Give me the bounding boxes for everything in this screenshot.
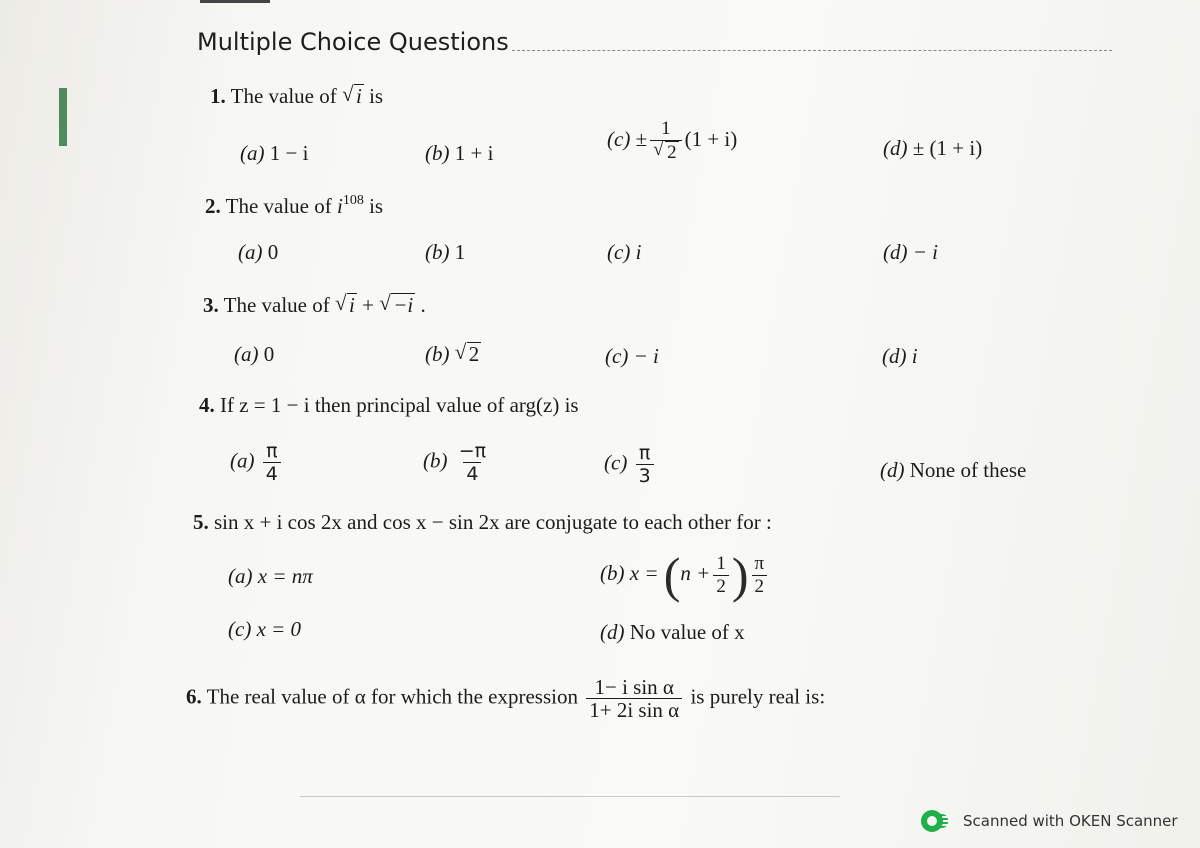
question-1: 1. The value of √ i is: [210, 82, 384, 108]
q1-option-b: (b) 1 + i: [425, 141, 494, 165]
q5-option-b: (b) x = (n + $\frac{1}{2}$ ) $\frac{\pi}{2}$: [600, 550, 770, 600]
question-4: [199, 391, 579, 419]
q3-option-c: (c) − i: [605, 344, 659, 368]
q1-option-a: (a) 1 − i: [240, 141, 309, 165]
q3-option-d: (d) i: [882, 344, 918, 368]
question-number: 2.: [205, 194, 221, 218]
q5-option-a: (a) x = nπ: [228, 564, 313, 588]
sqrt-expression: √ i: [335, 291, 355, 317]
question-number: 3.: [203, 293, 219, 317]
question-number: 4.: [199, 393, 215, 417]
sqrt-expression: √ 2: [454, 340, 480, 366]
question-5: [193, 508, 772, 536]
q2-option-d: (d) − i: [883, 240, 939, 264]
scanner-watermark: [921, 808, 1178, 834]
question-text: The real value of α for which the expression: [206, 684, 578, 709]
question-number: 1.: [210, 84, 226, 108]
q1-option-d: (d) ± (1 + i): [883, 136, 983, 160]
q4-option-a: (a) $\frac{\pi}{4}$: [230, 440, 284, 485]
q2-option-b: (b) 1: [425, 240, 466, 264]
question-text: sin x + i cos 2x and cos x − sin 2x are conjugate to each other for :: [214, 510, 772, 534]
question-text: The value of: [225, 194, 332, 218]
q4-option-c: (c) $\frac{\pi}{3}$: [604, 442, 657, 487]
question-text: The value of: [223, 293, 330, 317]
question-text: The value of: [230, 84, 337, 108]
q4-option-d: (d) None of these: [880, 458, 1027, 482]
q3-option-a: (a) 0: [234, 342, 275, 366]
question-6: 6. The real value of α for which the expression $\frac{\text{1− i sin α}}{\text{1+ 2i sin α}}$ is purely real is:: [186, 675, 826, 722]
q2-option-c: (c) i: [607, 240, 642, 264]
q2-option-a: (a) 0: [238, 240, 279, 264]
watermark-text: Scanned with OKEN Scanner: [963, 812, 1178, 830]
question-text: If z = 1 − i then principal value of arg(z) is: [220, 393, 579, 417]
scanner-logo-icon: [921, 810, 949, 832]
margin-mark: [59, 88, 67, 146]
question-3: 3. The value of √ i + √ −i .: [203, 291, 426, 317]
q5-option-c: (c) x = 0: [228, 617, 302, 641]
expression-fraction: $\frac{\text{1− i sin α}}{\text{1+ 2i sin α}}$: [586, 676, 682, 721]
sqrt-expression: √ −i: [379, 291, 414, 317]
q4-option-b: (b) $\frac{-\pi}{4}$: [423, 440, 487, 485]
q3-option-b: (b) √ 2: [425, 340, 480, 366]
sqrt-expression: √ i: [342, 82, 362, 108]
question-number: 6.: [186, 684, 202, 709]
heading-underline: [512, 50, 1112, 51]
top-rule: [200, 0, 270, 3]
q1-option-c: (c) ± 1 √ 2 (1 + i): [607, 118, 738, 163]
q5-option-d: (d) No value of x: [600, 620, 745, 644]
section-heading: Multiple Choice Questions: [197, 28, 509, 56]
question-number: 5.: [193, 510, 209, 534]
question-2: 2. The value of $i^{108}$ is: [205, 193, 384, 218]
bottom-rule: [300, 796, 840, 797]
